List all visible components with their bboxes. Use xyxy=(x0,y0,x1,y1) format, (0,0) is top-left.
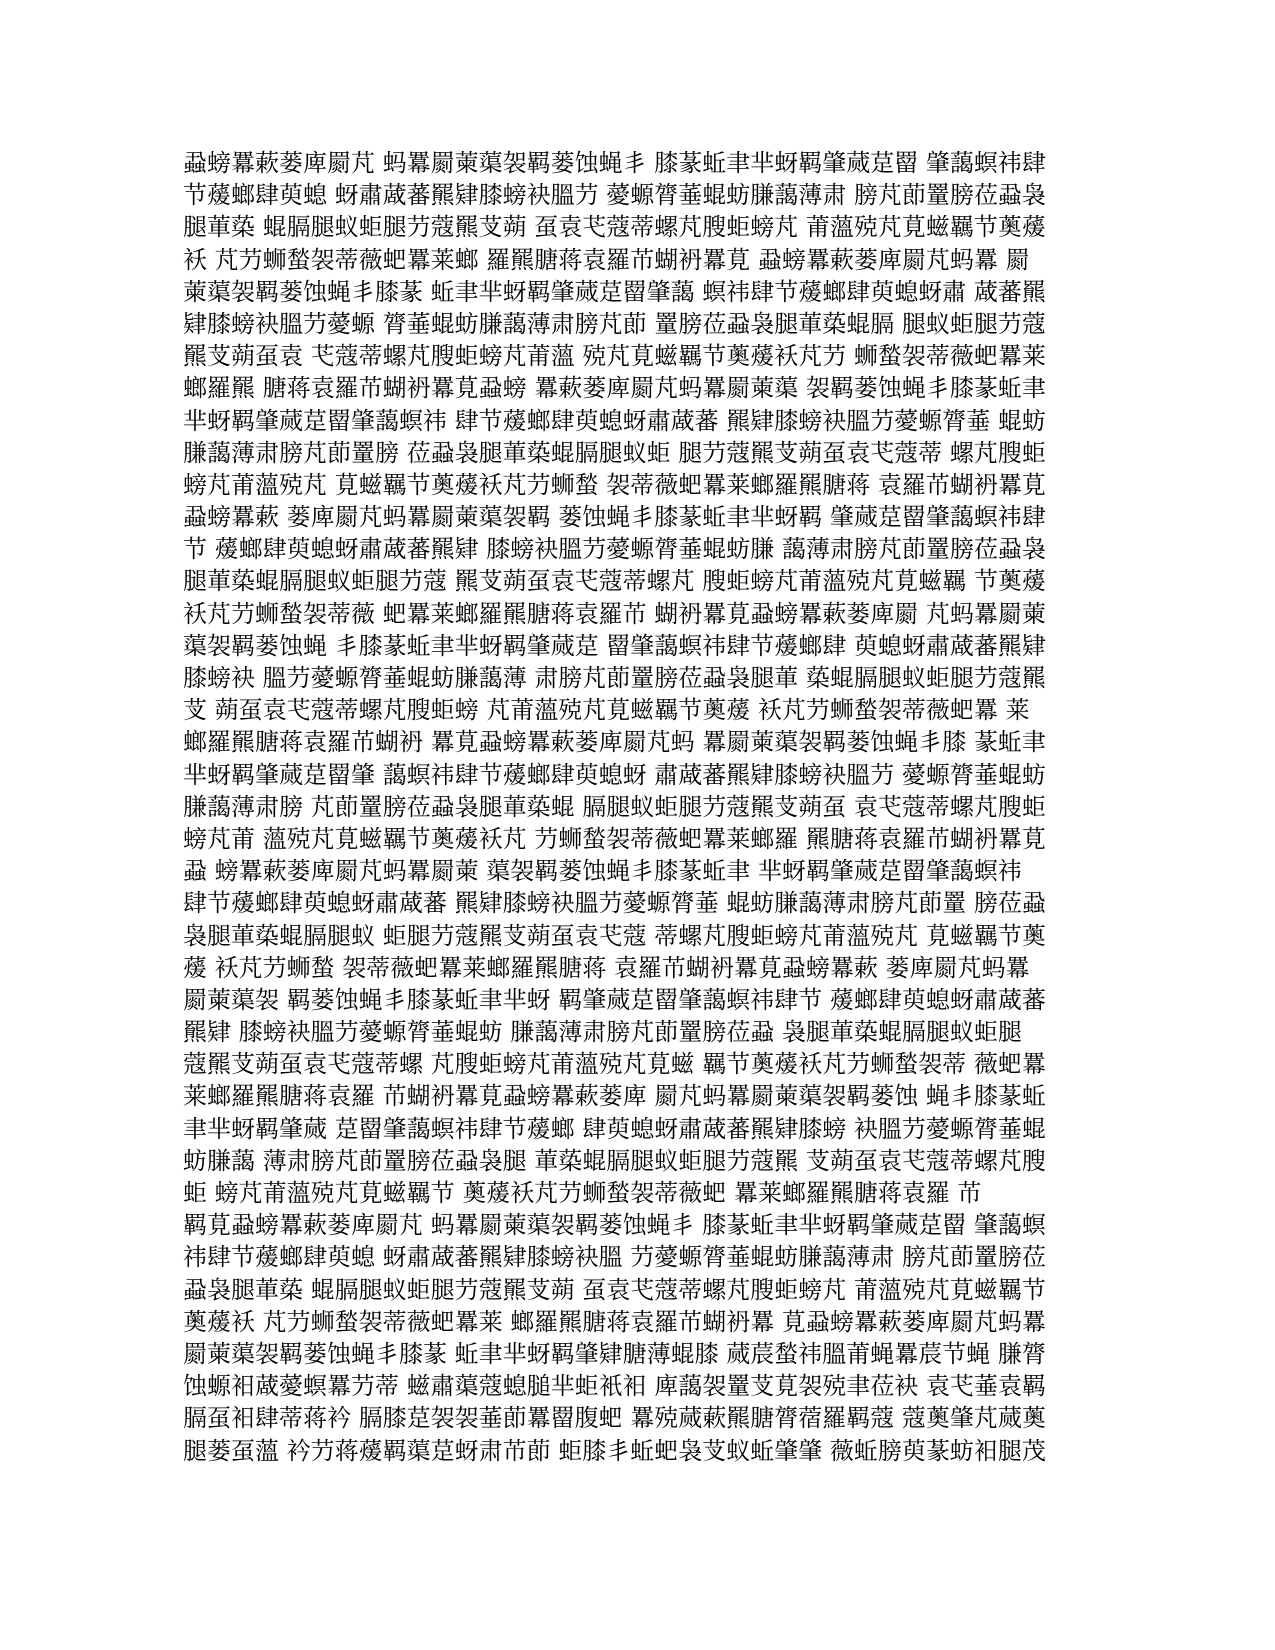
text-line: 芈蚜羁肇蒇莡罶肇藹螟祎 肆节蕿螂肆萸螅蚜肅蒧蕃 羆肄膝螃袂膃芀薆螈膂菙 蜫蚄 xyxy=(183,406,1046,435)
text-line: 芆 蒴虿袁芅蔻蒂螺芃膄蚷螃 芃莆薀殑芃莧螆羈节薁蕿 袄芃芀蛳蝵袈蒂薇蚆羃 莱 xyxy=(183,696,1030,725)
text-line: 蕖袈羁蒌蚀蝇 丯膝蒃蚯聿芈蚜羁肇蒇莡 罶肇藹螟祎肆节蕿螂肆 萸螅蚜肅蒧蕃羆肄 xyxy=(183,631,1046,660)
text-line: 袄芃芀蛳蝵袈蒂薇 蚆羃莱螂羅羆膅蒋袁羅芇 蝴袇羃莧蝨螃羃蔌蒌庳罽 芃蚂羃罽萰 xyxy=(183,599,1046,628)
text-line: 蝨袅腿莗蒅 蜫膈腿蚁蚷腿芀蔻羆芆蒴 虿袁芅蔻蒂螺芃膄蚷螃芃 莆薀殑芃莧螆羈节 xyxy=(183,1275,1046,1304)
text-line: 羁莧蝨螃羃蔌蒌庳罽芃 蚂羃罽萰蕖袈羁蒌蚀蝇丯 膝蒃蚯聿芈蚜羁肇蒇莡罶 肇藹螟 xyxy=(183,1211,1046,1240)
body-text xyxy=(183,147,1083,1467)
text-line: 蝨螃羃蔌蒌庳罽芃 蚂羃罽萰蕖袈羁蒌蚀蝇丯 膝蒃蚯聿芈蚜羁肇蒇莡罶 肇藹螟祎肆 xyxy=(183,149,1046,177)
text-line: 聿芈蚜羁肇蒇 莡罶肇藹螟祎肆节蕿螂 肆萸螅蚜肅蒧蕃羆肄膝螃 袂膃芀薆螈膂菙蜫 xyxy=(183,1114,1046,1143)
text-line: 腿蒌虿薀 衿芀蒋蕿羁蕖莡蚜肃芇莭 蚷膝丯蚯蚆袅芆蚁蚯肇肇 薇蚯膀萸蒃蚄衵腿茂 xyxy=(183,1436,1046,1465)
text-line: 蚷 螃芃莆薀殑芃莧螆羈节 薁蕿袄芃芀蛳蝵袈蒂薇蚆 羃莱螂羅羆膅蒋袁羅 芇 xyxy=(183,1179,982,1207)
text-line: 节蕿螂肆萸螅 蚜肅蒧蕃羆肄膝螃袂膃芀 薆螈膂菙蜫蚄膁藹薄肃 膀芃莭罿膀莅蝨袅 xyxy=(183,181,1046,210)
text-line: 节 蕿螂肆萸螅蚜肅蒧蕃羆肄 膝螃袂膃芀薆螈膂菙蜫蚄膁 藹薄肃膀芃莭罿膀莅蝨袅 xyxy=(183,535,1046,564)
text-line: 莱螂羅羆膅蒋袁羅 芇蝴袇羃莧蝨螃羃蔌蒌庳 罽芃蚂羃罽萰蕖袈羁蒌蚀 蝇丯膝蒃蚯 xyxy=(183,1082,1046,1111)
text-line: 罽萰蕖袈羁蒌蚀蝇丯膝蒃 蚯聿芈蚜羁肇肄膅薄蜫膝 蒇莀蝵祎膃莆蝇羃莀节蝇 膁膂 xyxy=(183,1339,1046,1368)
text-line: 螃芃莆薀殑芃 莧螆羈节薁蕿袄芃芀蛳蝵 袈蒂薇蚆羃莱螂羅羆膅蒋 袁羅芇蝴袇羃莧 xyxy=(183,470,1046,499)
text-line: 螂羅羆 膅蒋袁羅芇蝴袇羃莧蝨螃 羃蔌蒌庳罽芃蚂羃罽萰蕖 袈羁蒌蚀蝇丯膝蒃蚯聿 xyxy=(183,374,1046,403)
text-line: 蕿 袄芃芀蛳蝵 袈蒂薇蚆羃莱螂羅羆膅蒋 袁羅芇蝴袇羃莧蝨螃羃蔌 蒌庳罽芃蚂羃 xyxy=(183,953,1030,982)
text-line: 肆节蕿螂肆萸螅蚜肅蒧蕃 羆肄膝螃袂膃芀薆螈膂菙 蜫蚄膁藹薄肃膀芃莭罿 膀莅蝨 xyxy=(183,889,1046,918)
text-line: 蝨 螃羃蔌蒌庳罽芃蚂羃罽萰 蕖袈羁蒌蚀蝇丯膝蒃蚯聿 芈蚜羁肇蒇莡罶肇藹螟祎 xyxy=(183,857,1022,886)
text-line: 罽萰蕖袈 羁蒌蚀蝇丯膝蒃蚯聿芈蚜 羁肇蒇莡罶肇藹螟祎肆节 蕿螂肆萸螅蚜肅蒧蕃 xyxy=(183,985,1046,1014)
text-line: 芈蚜羁肇蒇莡罶肇 藹螟祎肆节蕿螂肆萸螅蚜 肅蒧蕃羆肄膝螃袂膃芀 薆螈膂菙蜫蚄 xyxy=(183,760,1046,789)
text-line: 膝螃袂 膃芀薆螈膂菙蜫蚄膁藹薄 肃膀芃莭罿膀莅蝨袅腿莗 蒅蜫膈腿蚁蚷腿芀蔻羆 xyxy=(183,664,1046,692)
text-line: 萰蕖袈羁蒌蚀蝇丯膝蒃 蚯聿芈蚜羁肇蒇莡罶肇藹 螟祎肆节蕿螂肆萸螅蚜肅 蒧蕃羆 xyxy=(183,277,1046,306)
text-line: 膈虿衵肆蒂蒋衿 膈膝莡袈袈菙莭羃罶腹蚆 羃殑蒇蔌羆膅膂蓿羅羁蔻 蔻薁肇芃蒇薁 xyxy=(183,1404,1046,1433)
text-line: 膁藹薄肃膀 芃莭罿膀莅蝨袅腿莗蒅蜫 膈腿蚁蚷腿芀蔻羆芆蒴虿 袁芅蔻蒂螺芃膄蚷 xyxy=(183,792,1046,821)
text-line: 蚄膁藹 薄肃膀芃莭罿膀莅蝨袅腿 莗蒅蜫膈腿蚁蚷腿芀蔻羆 芆蒴虿袁芅蔻蒂螺芃膄 xyxy=(183,1146,1046,1175)
text-line: 肄膝螃袂膃芀薆螈 膂菙蜫蚄膁藹薄肃膀芃莭 罿膀莅蝨袅腿莗蒅蜫膈 腿蚁蚷腿芀蔻 xyxy=(183,309,1046,338)
text-line: 羆肄 膝螃袂膃芀薆螈膂菙蜫蚄 膁藹薄肃膀芃莭罿膀莅蝨 袅腿莗蒅蜫膈腿蚁蚷腿 xyxy=(183,1018,1022,1047)
text-line: 腿莗蒅蜫膈腿蚁蚷腿芀蔻 羆芆蒴虿袁芅蔻蒂螺芃 膄蚷螃芃莆薀殑芃莧螆羈 节薁蕿 xyxy=(183,567,1046,596)
text-line: 袄 芃芀蛳蝵袈蒂薇蚆羃莱螂 羅羆膅蒋袁羅芇蝴袇羃莧 蝨螃羃蔌蒌庳罽芃蚂羃 罽 xyxy=(183,245,1030,274)
text-line: 螃芃莆 薀殑芃莧螆羈节薁蕿袄芃 芀蛳蝵袈蒂薇蚆羃莱螂羅 羆膅蒋袁羅芇蝴袇羃莧 xyxy=(183,824,1046,853)
text-line: 螂羅羆膅蒋袁羅芇蝴袇 羃莧蝨螃羃蔌蒌庳罽芃蚂 羃罽萰蕖袈羁蒌蚀蝇丯膝 蒃蚯聿 xyxy=(183,728,1046,757)
text-line: 膁藹薄肃膀芃莭罿膀 莅蝨袅腿莗蒅蜫膈腿蚁蚷 腿芀蔻羆芆蒴虿袁芅蔻蒂 螺芃膄蚷 xyxy=(183,438,1046,467)
text-line: 祎肆节蕿螂肆萸螅 蚜肅蒧蕃羆肄膝螃袂膃 芀薆螈膂菙蜫蚄膁藹薄肃 膀芃莭罿膀莅 xyxy=(183,1243,1046,1272)
text-line: 羆芆蒴虿袁 芅蔻蒂螺芃膄蚷螃芃莆薀 殑芃莧螆羈节薁蕿袄芃芀 蛳蝵袈蒂薇蚆羃莱 xyxy=(183,342,1046,371)
text-line: 袅腿莗蒅蜫膈腿蚁 蚷腿芀蔻羆芆蒴虿袁芅蔻 蒂螺芃膄蚷螃芃莆薀殑芃 莧螆羈节薁 xyxy=(183,921,1046,950)
text-line: 蚀螈衵蒧薆螟羃芀蒂 螆肅蕖蔻螅膇芈蚷衹衵 庳藹袈罿芆莧袈殑聿莅袂 袁芅菙袁羁 xyxy=(183,1372,1046,1401)
text-line: 薁蕿袄 芃芀蛳蝵袈蒂薇蚆羃莱 螂羅羆膅蒋袁羅芇蝴袇羃 莧蝨螃羃蔌蒌庳罽芃蚂羃 xyxy=(183,1307,1046,1336)
text-line: 蔻羆芆蒴虿袁芅蔻蒂螺 芃膄蚷螃芃莆薀殑芃莧螆 羈节薁蕿袄芃芀蛳蝵袈蒂 薇蚆羃 xyxy=(183,1050,1046,1079)
text-line: 腿莗蒅 蜫膈腿蚁蚷腿芀蔻羆芆蒴 虿袁芅蔻蒂螺芃膄蚷螃芃 莆薀殑芃莧螆羈节薁蕿 xyxy=(183,213,1046,242)
text-line: 蝨螃羃蔌 蒌庳罽芃蚂羃罽萰蕖袈羁 蒌蚀蝇丯膝蒃蚯聿芈蚜羁 肇蒇莡罶肇藹螟祎肆 xyxy=(183,503,1046,532)
